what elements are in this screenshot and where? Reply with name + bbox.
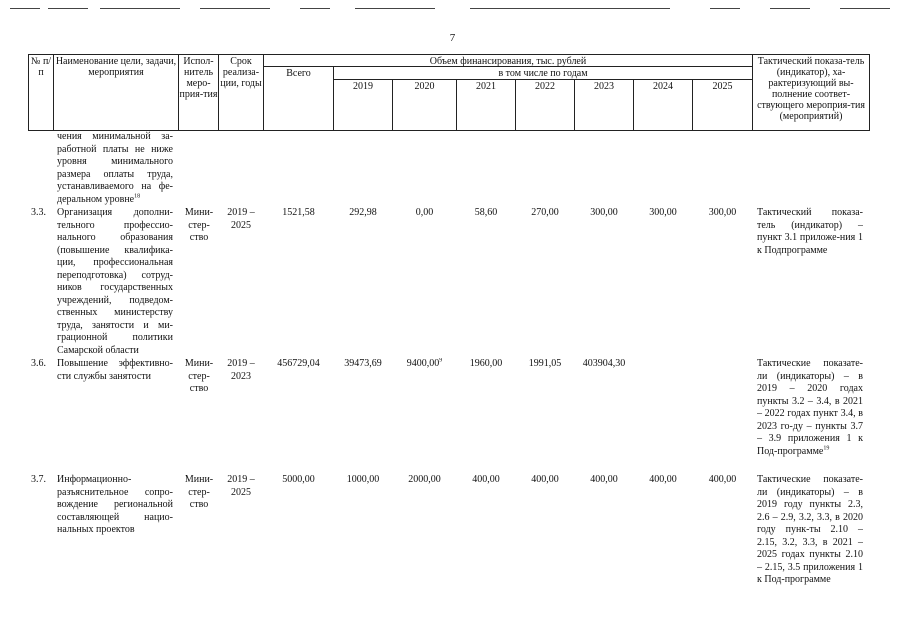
header-year: 2025: [692, 79, 753, 131]
header-year: 2021: [456, 79, 516, 131]
row-total: 5000,00: [282, 474, 315, 485]
row-2020: 2000,00: [408, 474, 441, 485]
row-2021: 400,00: [472, 474, 500, 485]
row-indicator: Тактические показате-ли (индикаторы) – в 2019 – 2020 годах пункты 3.2 – 3.4, в 2021 – 2022 годах пункт 3.4, в 2023 го-ду – пункты 3.7 – 3.9 приложения 1 к Под-программе$^{19}$: [757, 358, 863, 457]
row-indicator: Тактический показа-тель (индикатор) – пункт 3.1 приложе-ния 1 к Подпрограмме: [757, 207, 863, 256]
row-2023: 403904,30: [582, 358, 626, 369]
row-2024: 300,00: [649, 207, 677, 218]
row-name: Информационно-разъяснительное сопро-вождение региональной составляющей нацио-нальных проектов: [57, 474, 173, 535]
row-num: 3.6.: [31, 358, 46, 369]
row-executor: Мини-стер-ство: [184, 358, 214, 394]
header-year: 2022: [515, 79, 575, 131]
header-num: № п/п: [28, 54, 54, 131]
header-year: 2024: [633, 79, 693, 131]
header-indicator: Тактический показа-тель (индикатор), ха-рактеризующий вы-полнение соответ-ствующего мероприя-тия (мероприятий): [752, 54, 870, 131]
row-num: 3.7.: [31, 474, 46, 485]
continuation-text: чения минимальной за-работной платы не ниже уровня минимального размера оплаты труда, устанавливаемого на фе-деральном уровне$^{18}$: [57, 131, 173, 205]
row-num: 3.3.: [31, 207, 46, 218]
row-2022: 400,00: [531, 474, 559, 485]
row-2023: 300,00: [590, 207, 618, 218]
row-total: 1521,58: [282, 207, 315, 218]
header-term: Срок реализа-ции, годы: [218, 54, 264, 131]
row-2025: 400,00: [708, 474, 737, 485]
row-term: 2019 – 2025: [227, 474, 255, 498]
header-name: Наименование цели, задачи, мероприятия: [53, 54, 179, 131]
row-name: Повышение эффективно-сти службы занятости: [57, 358, 173, 382]
row-2019: 292,98: [349, 207, 377, 218]
scan-edge-line: [0, 8, 905, 12]
row-executor: Мини-стер-ство: [184, 474, 214, 510]
header-year: 2020: [392, 79, 457, 131]
row-2019: 1000,00: [346, 474, 380, 485]
row-indicator: Тактические показате-ли (индикаторы) – в 2019 году пункты 2.3, 2.6 – 2.9, 3.2, 3.3, в 2020 году пунк-ты 2.10 – 2.15, 3.2, 3.3, в 2021 – 2025 годах пункты 2.10 – 2.15, 3.5 приложения 1 к Под-программе: [757, 474, 863, 585]
row-2025: 300,00: [708, 207, 737, 218]
header-executor: Испол-нитель меро-прия-тия: [178, 54, 219, 131]
header-years-group: в том числе по годам: [333, 66, 753, 80]
row-2022: 270,00: [531, 207, 559, 218]
row-total: 456729,04: [277, 358, 320, 369]
row-2020: 0,00: [415, 207, 434, 218]
row-2023: 400,00: [590, 474, 618, 485]
header-year: 2019: [333, 79, 393, 131]
header-finance: Объем финансирования, тыс. рублей: [263, 54, 753, 67]
header-total: Всего: [263, 66, 334, 131]
row-executor: Мини-стер-ство: [184, 207, 214, 243]
row-name: Организация дополни-тельного профессио-нального образования (повышение квалифика-ции, профессиональная переподготовка) сотруд-ников государственных учреждений, подведом-ственных министерству труда, занятости и ми-грационной политики Самарской области: [57, 207, 173, 356]
page-number: 7: [449, 32, 456, 44]
header-year: 2023: [574, 79, 634, 131]
row-2019: 39473,69: [344, 358, 382, 369]
row-term: 2019 – 2023: [227, 358, 255, 382]
row-2020: 9400,00$^9$: [406, 358, 443, 369]
row-2024: 400,00: [649, 474, 677, 485]
row-term: 2019 – 2025: [227, 207, 255, 231]
row-2021: 58,60: [474, 207, 498, 218]
row-2022: 1991,05: [528, 358, 562, 369]
row-2021: 1960,00: [469, 358, 503, 369]
